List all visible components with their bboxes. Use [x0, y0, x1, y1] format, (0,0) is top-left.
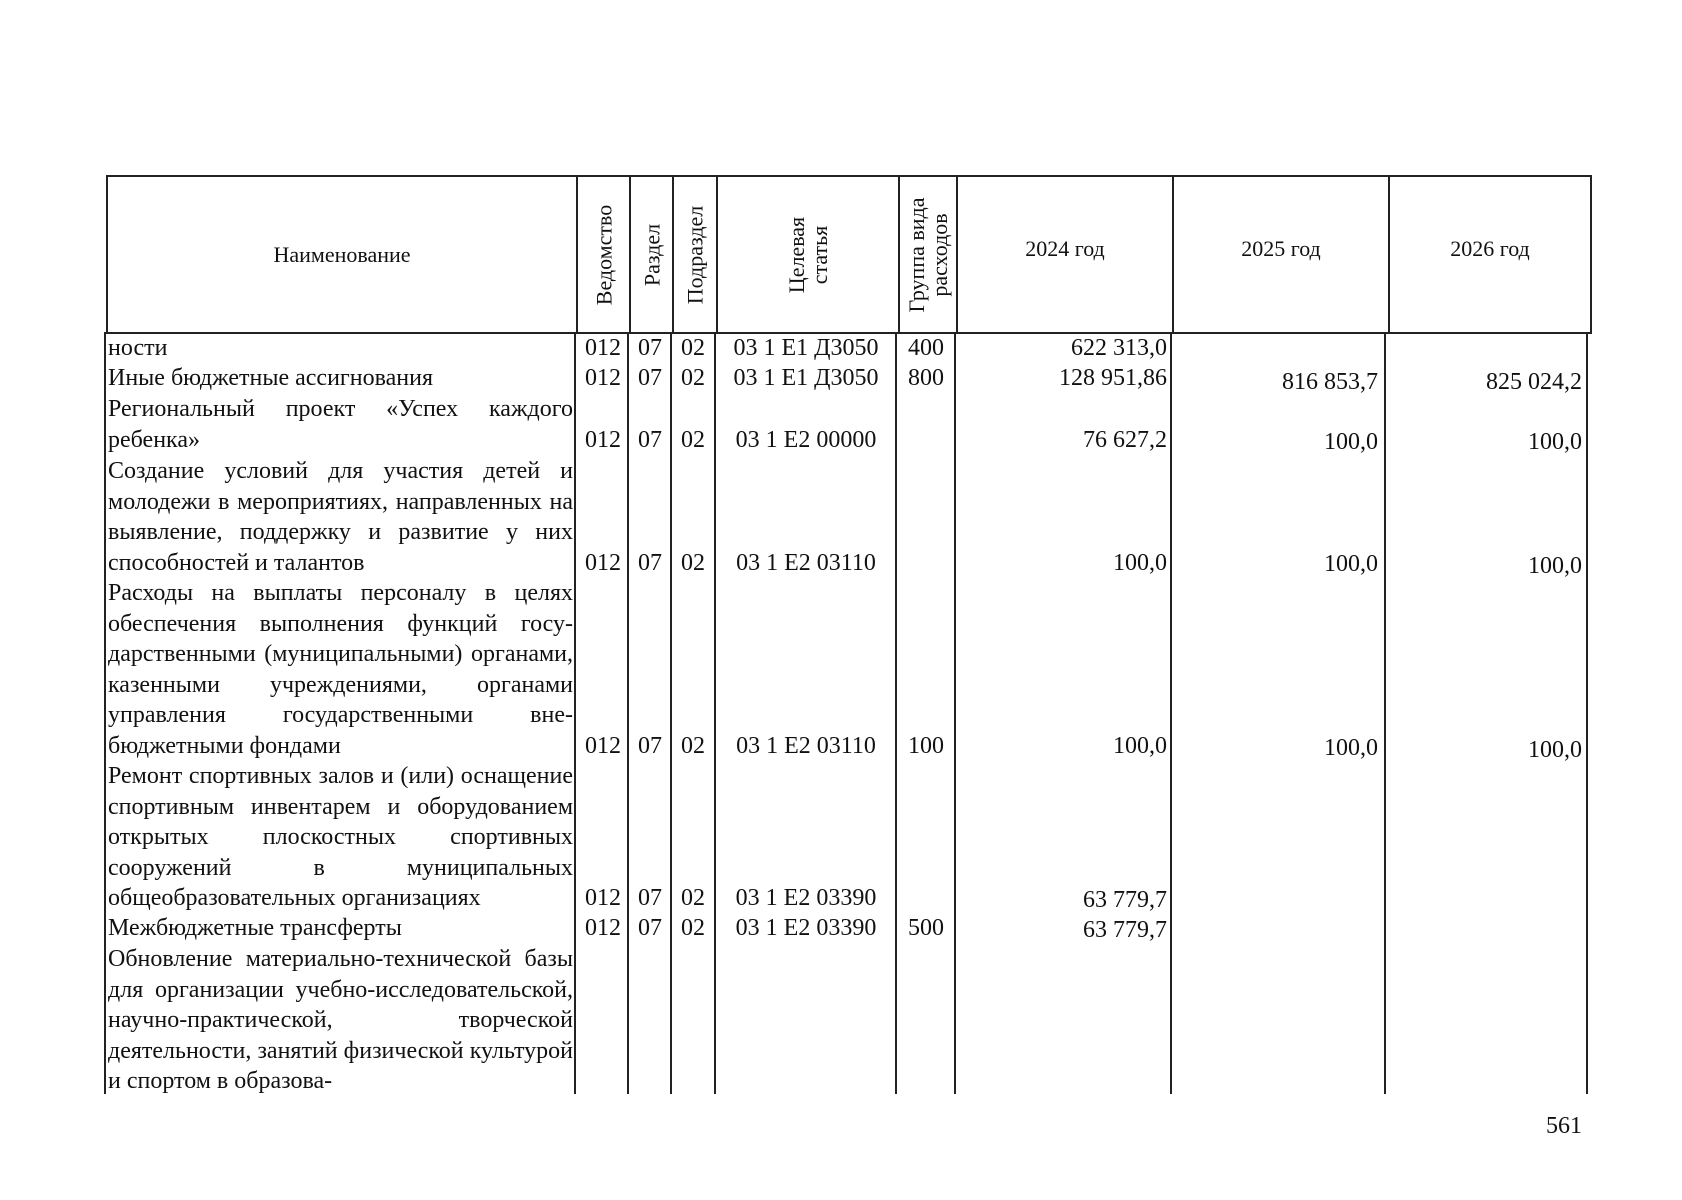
header-razdel-cell	[631, 177, 674, 334]
row-razdel: 07	[638, 365, 662, 391]
row-2024: 100,0	[1113, 733, 1167, 759]
row-2024: 100,0	[1113, 550, 1167, 576]
row-razdel: 07	[638, 915, 662, 941]
row-2025: 816 853,7	[1282, 369, 1378, 395]
column-rule	[954, 332, 956, 1094]
row-podrazdel: 02	[681, 885, 705, 911]
row-name: ности	[108, 335, 168, 361]
row-2024: 63 779,7	[1083, 917, 1167, 943]
header-name: Наименование	[273, 241, 411, 267]
row-2026: 100,0	[1528, 737, 1582, 763]
row-2025: 100,0	[1324, 551, 1378, 577]
column-rule	[574, 332, 576, 1094]
row-razdel: 07	[638, 427, 662, 453]
row-vedomstvo: 012	[585, 733, 621, 759]
row-celevaya: 03 1 E2 03390	[735, 885, 877, 911]
row-2024: 76 627,2	[1083, 427, 1167, 453]
column-rule	[895, 332, 897, 1094]
row-2025: 100,0	[1324, 429, 1378, 455]
header-gruppa-cell	[900, 177, 958, 334]
page-number: 561	[1546, 1113, 1582, 1139]
row-name: Ремонт спортивных залов и (или) оснащение спортивным инвентарем и оборудованием открытых плоскостных спортивных сооружений в муниципальных общеобразовательных организациях	[108, 763, 573, 911]
row-podrazdel: 02	[681, 365, 705, 391]
row-celevaya: 03 1 E2 03110	[736, 550, 876, 576]
row-2024: 622 313,0	[1071, 335, 1167, 361]
header-name-cell	[108, 177, 578, 334]
header-2025: 2025 год	[1241, 236, 1321, 261]
header-celevaya	[785, 216, 831, 292]
header-2024-cell	[958, 177, 1174, 334]
header-2024: 2024 год	[1025, 236, 1105, 261]
row-podrazdel: 02	[681, 335, 705, 361]
row-2025: 100,0	[1324, 735, 1378, 761]
row-razdel: 07	[638, 550, 662, 576]
row-vedomstvo: 012	[585, 335, 621, 361]
row-vedomstvo: 012	[585, 915, 621, 941]
row-2026: 100,0	[1528, 553, 1582, 579]
header-celevaya-line2: статья	[807, 225, 832, 284]
column-rule	[670, 332, 672, 1094]
row-podrazdel: 02	[681, 915, 705, 941]
column-rule	[104, 332, 106, 1094]
row-celevaya: 03 1 E1 Д3050	[733, 335, 879, 361]
header-vedomstvo: Ведомство	[591, 204, 616, 305]
column-rule	[714, 332, 716, 1094]
header-gruppa-line2: расходов	[927, 212, 952, 297]
column-rule	[1170, 332, 1172, 1094]
header-celevaya-line1: Целевая	[784, 216, 809, 293]
column-rule	[627, 332, 629, 1094]
row-name: Иные бюджетные ассигнования	[108, 365, 433, 391]
row-name: Региональный проект «Успех каждого ребенка»	[108, 396, 573, 453]
row-vedomstvo: 012	[585, 365, 621, 391]
row-razdel: 07	[638, 335, 662, 361]
row-name: Расходы на выплаты персоналу в целях обеспечения выполнения функций государственными (муниципальными) органами, казенными учреждениями, органами управления государственными внебюджетными фондами	[108, 580, 573, 759]
row-podrazdel: 02	[681, 427, 705, 453]
header-gruppa	[905, 197, 951, 312]
row-gruppa: 400	[908, 335, 944, 361]
header-podrazdel-cell	[674, 177, 718, 334]
row-gruppa: 100	[908, 733, 944, 759]
header-razdel: Раздел	[639, 223, 664, 286]
row-vedomstvo: 012	[585, 427, 621, 453]
row-gruppa: 500	[908, 915, 944, 941]
header-2025-cell	[1174, 177, 1390, 334]
row-2024: 128 951,86	[1059, 365, 1167, 391]
table-header	[106, 175, 1592, 334]
row-name: Межбюджетные трансферты	[108, 915, 402, 941]
row-vedomstvo: 012	[585, 885, 621, 911]
header-2026-cell	[1390, 177, 1592, 334]
row-podrazdel: 02	[681, 550, 705, 576]
row-2026: 100,0	[1528, 429, 1582, 455]
row-razdel: 07	[638, 885, 662, 911]
header-podrazdel: Подраздел	[682, 205, 708, 304]
row-2024: 63 779,7	[1083, 887, 1167, 913]
row-2026: 825 024,2	[1486, 369, 1582, 395]
row-razdel: 07	[638, 733, 662, 759]
row-name: Создание условий для участия детей и молодежи в мероприятиях, направленных на выявление, поддержку и развитие у них способностей и талантов	[108, 458, 573, 576]
row-celevaya: 03 1 E2 03110	[736, 733, 876, 759]
row-celevaya: 03 1 E2 00000	[735, 427, 877, 453]
row-vedomstvo: 012	[585, 550, 621, 576]
header-celevaya-cell	[718, 177, 900, 334]
row-celevaya: 03 1 E2 03390	[735, 915, 877, 941]
header-2026: 2026 год	[1450, 236, 1530, 261]
column-rule	[1586, 332, 1588, 1094]
header-gruppa-line1: Группа вида	[904, 197, 929, 312]
row-name: Обновление материально-технической базы для организации учебно-исследовательской, научно-практической, творческой деятельности, занятий физической культурой и спортом в образова-	[108, 946, 573, 1094]
row-gruppa: 800	[908, 365, 944, 391]
header-vedomstvo-cell	[578, 177, 631, 334]
row-podrazdel: 02	[681, 733, 705, 759]
row-celevaya: 03 1 E1 Д3050	[733, 365, 879, 391]
